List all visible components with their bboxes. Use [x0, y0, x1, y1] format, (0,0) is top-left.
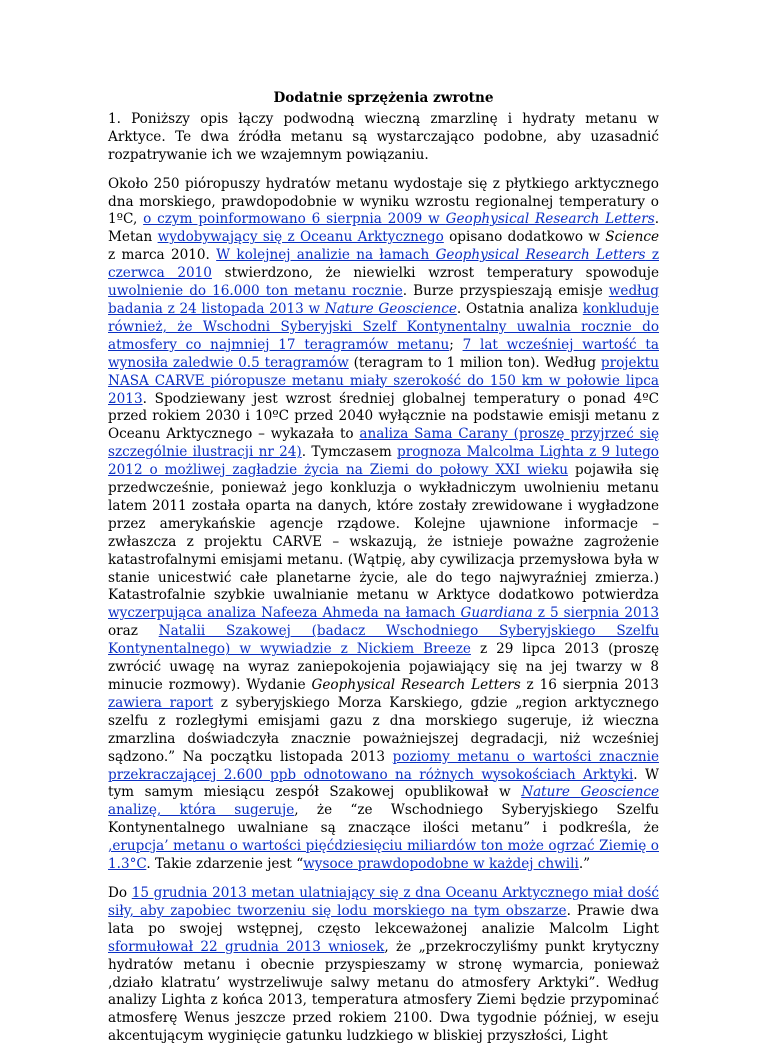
inline-link[interactable]: z 5 sierpnia 2013 [532, 605, 659, 622]
inline-link[interactable]: wyczerpująca analiza Nafeeza Ahmeda na łamach [108, 605, 461, 622]
text-run: opisano dodatkowo w [443, 229, 606, 246]
inline-link[interactable]: ‚erupcja’ metanu o wartości pięćdziesięciu miliardów ton może ogrzać Ziemię o 1.3°C [108, 838, 659, 873]
text-run: z 29 lipca 2013 (proszę zwrócić uwagę na wyraz zaniepokojenia pojawiający się na jej twarzy w 8 minucie rozmowy). Wydanie [108, 641, 659, 693]
inline-link[interactable]: wysoce prawdopodobne w każdej chwili [303, 856, 579, 873]
ice-prevention-paragraph [108, 885, 659, 1046]
intro-paragraph [108, 111, 659, 165]
inline-link[interactable]: z czerwca 2010 [108, 247, 659, 282]
inline-link[interactable]: prognoza Malcolma Lighta z 9 lutego 2012 o możliwej zagładzie życia na Ziemi do połowy XXI wieku [108, 444, 659, 479]
text-run: z 16 sierpnia 2013 [520, 677, 659, 693]
text-run: .” [578, 856, 591, 873]
inline-link[interactable]: uwolnienie do 16.000 ton metanu rocznie [108, 283, 403, 300]
text-run: . W tym samym miesiącu zespół Szakowej opublikował w [108, 766, 659, 801]
inline-link[interactable]: analiza Sama Carany (proszę przyjrzeć się szczególnie ilustracji nr 24) [108, 426, 659, 461]
text-run: Około 250 pióropuszy hydratów metanu wydostaje się z płytkiego arktycznego dna morskiego, prawdopodobnie w wyniku wzrostu regionalnej temperatury o 1ºC, [108, 175, 659, 228]
document-title: Dodatnie sprzężenia zwrotne [273, 90, 494, 106]
inline-link[interactable]: konkluduje również, że Wschodni Syberyjski Szelf Kontynentalny uwalnia rocznie do atmosfery co najmniej 17 teragramów metanu [108, 300, 659, 353]
inline-link[interactable]: Geophysical Research Letters [445, 211, 655, 228]
text-run: , że “ze Wschodniego Syberyjskiego Szelfu Kontynentalnego uwalniane są znaczące ilości metanu” i podkreśla, że [108, 802, 659, 837]
inline-link[interactable]: poziomy metanu o wartości znacznie przekraczającej 2.600 ppb odnotowano na różnych wysokościach Arktyki [108, 748, 659, 783]
inline-link[interactable]: Guardiana [460, 605, 533, 622]
inline-link[interactable]: W kolejnej analizie na łamach [216, 247, 436, 264]
text-run: (teragram to 1 milion ton). Według [348, 354, 601, 371]
text-run: 1. Poniższy opis łączy podwodną wieczną zmarzlinę i hydraty metanu w Arktyce. Te dwa źródła metanu są wystarczająco podobne, aby uzasadnić rozpatrywanie ich we wzajemnym powiązaniu. [108, 110, 659, 163]
text-run: z syberyjskiego Morza Karskiego, gdzie „region arktycznego szelfu z rozległymi emisjami gazu z dna morskiego sugeruje, iż wieczna zmarzlina doświadczyła znacznie poważniejszej degradacji, niż wcześniej sądzono.” Na początku listopada 2013 [108, 694, 659, 765]
text-run: z marca 2010. [108, 247, 217, 264]
text-run: . Metan [108, 211, 660, 246]
text-run: . Tymczasem [301, 444, 398, 461]
text-run: . Burze przyspieszają emisje [402, 283, 609, 300]
text-run: stwierdzono, że niewielki wzrost temperatury spowoduje [211, 265, 659, 282]
text-run: . Ostatnia analiza [456, 300, 583, 317]
inline-link[interactable]: analizę, która sugeruje [108, 802, 295, 819]
inline-link[interactable]: Nature Geoscience [324, 300, 457, 317]
inline-link[interactable]: 7 lat wcześniej wartość ta wynosiła zaledwie 0.5 teragramów [108, 336, 659, 371]
text-run: Do [108, 884, 132, 901]
inline-link[interactable]: Geophysical Research Letters [435, 247, 646, 264]
text-run: ; [449, 336, 463, 353]
inline-link[interactable]: o czym poinformowano 6 sierpnia 2009 w [143, 211, 446, 228]
inline-link[interactable]: wydobywający się z Oceanu Arktycznego [157, 229, 444, 246]
italic-text: Geophysical Research Letters [311, 677, 521, 693]
document-page [108, 58, 659, 1057]
inline-link[interactable]: projektu NASA CARVE pióropusze metanu miały szerokość do 150 km w połowie lipca 2013 [108, 354, 660, 407]
text-run: pojawiła się przedwcześnie, ponieważ jego konkluzja o wykładniczym uwolnieniu metanu latem 2011 została oparta na danych, które zostały zrewidowane i wygładzone przez amerykańskie agencje rządowe. Kolejne ujawnione informacje – zwłaszcza z projektu CARVE – wskazują, że istnieje poważne zagrożenie katastrofalnymi emisjami metanu. (Wątpię, aby cywilizacja przemysłowa była w stanie unicestwić całe planetarne życie, ale do tego najwyraźniej zmierza.) Katastrofalnie szybkie uwalnianie metanu w Arktyce dodatkowo potwierdza [108, 462, 659, 604]
methane-plumes-paragraph [108, 176, 659, 874]
text-run: . Spodziewany jest wzrost średniej globalnej temperatury o ponad 4ºC przed rokiem 2030 i 10ºC przed 2040 wyłącznie na podstawie emisji metanu z Oceanu Arktycznego – wykazała to [108, 390, 659, 443]
text-run: . Prawie dwa lata po swojej wstępnej, często lekceważonej analizie Malcolm Light [108, 902, 660, 937]
text-run: oraz [108, 623, 159, 640]
inline-link[interactable]: sformułował 22 grudnia 2013 wniosek [108, 938, 385, 955]
inline-link[interactable]: 15 grudnia 2013 metan ulatniający się z dna Oceanu Arktycznego miał dość siły, aby zapobiec tworzeniu się lodu morskiego na tym obszarze [108, 884, 659, 919]
inline-link[interactable]: Natalii Szakowej (badacz Wschodniego Syberyjskiego Szelfu Kontynentalnego) w wywiadzie z Nickiem Breeze [108, 623, 659, 658]
text-run: , że „przekroczyliśmy punkt krytyczny hydratów metanu i obecnie przyspieszamy w stronę wymarcia, ponieważ ‚działo klatratu’ wystrzeliwuje salwy metanu do atmosfery Arktyki”. Według analizy Lighta z końca 2013, temperatura atmosfery Ziemi będzie przypominać atmosferę Wenus jeszcze przed rokiem 2100. Dwa tygodnie później, w eseju akcentującym wyginięcie gatunku ludzkiego w bliskiej przyszłości, Light [108, 938, 660, 1045]
inline-link[interactable]: według badania z 24 listopada 2013 w [108, 283, 660, 317]
inline-link[interactable]: zawiera raport [108, 694, 214, 711]
inline-link[interactable]: Nature Geoscience [521, 784, 659, 801]
italic-text: Science [605, 229, 660, 246]
text-run: . Takie zdarzenie jest “ [146, 856, 304, 873]
